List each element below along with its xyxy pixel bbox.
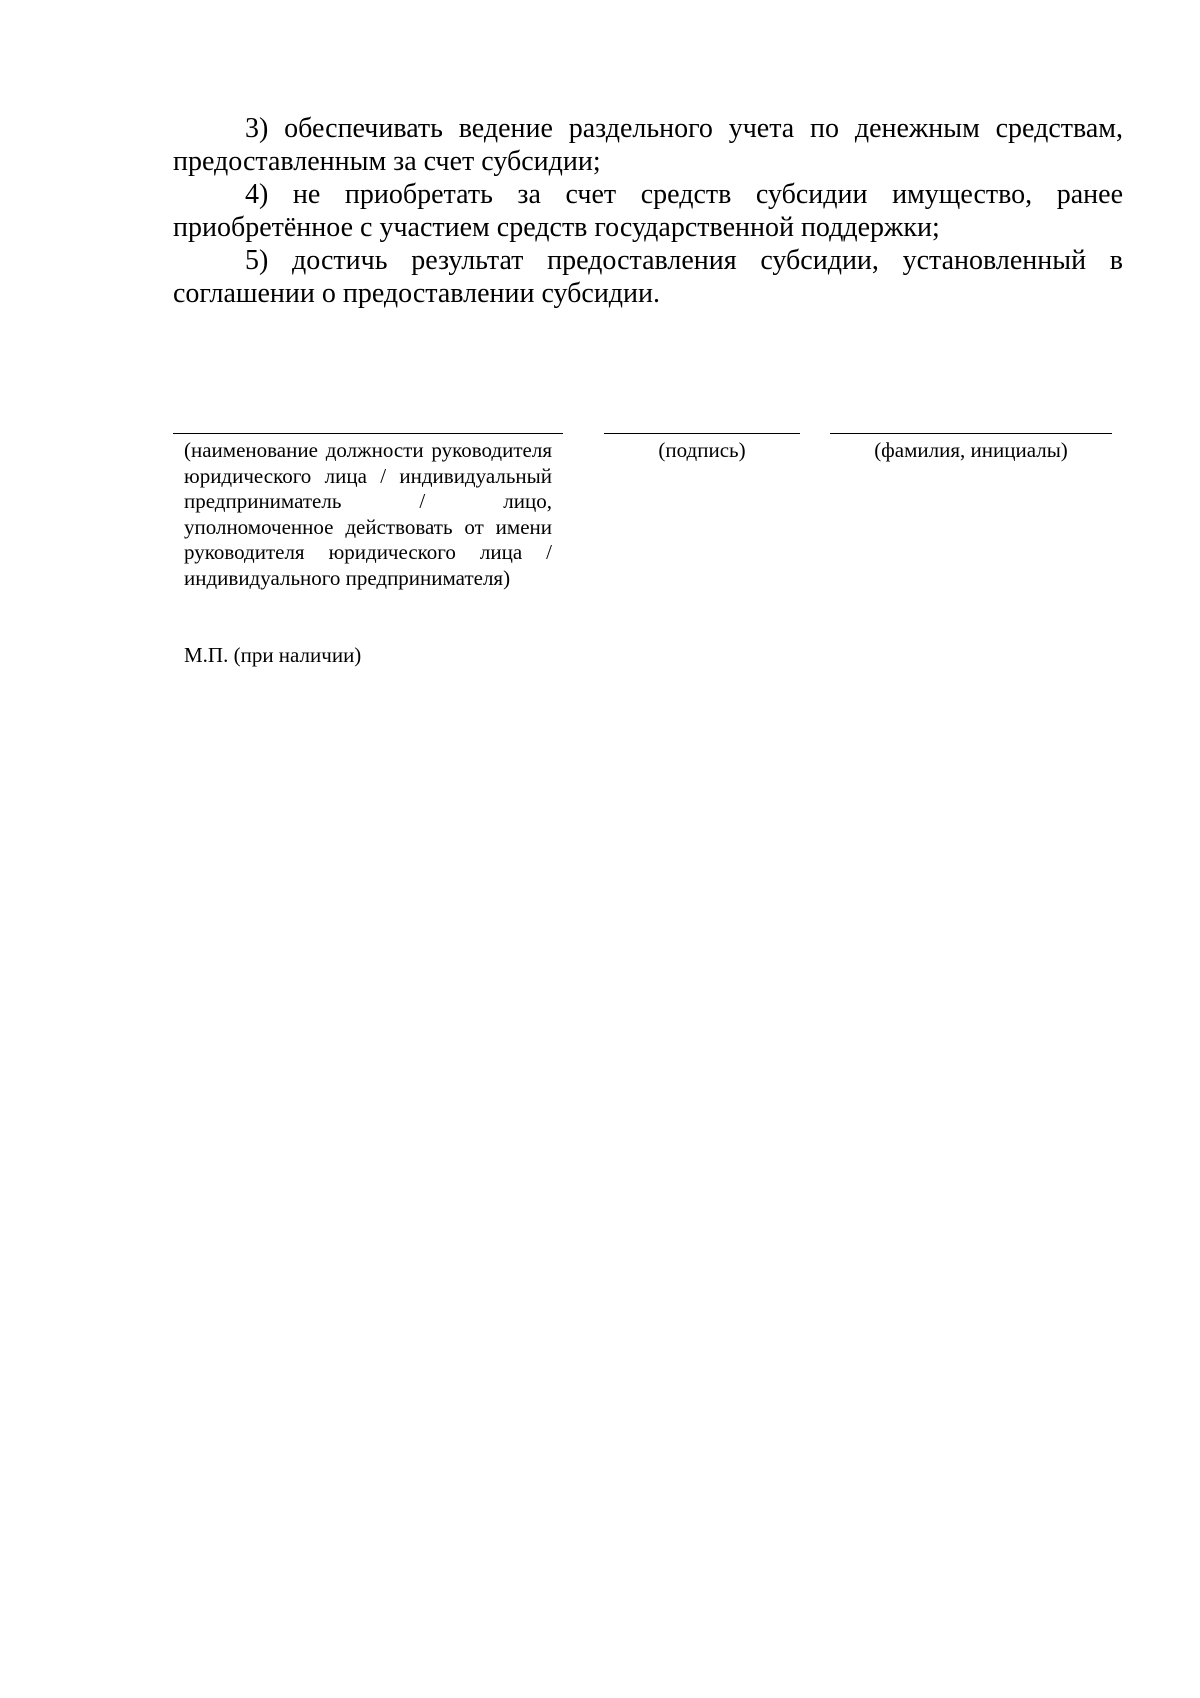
signature-line	[604, 433, 800, 434]
seal-note: М.П. (при наличии)	[184, 643, 362, 667]
name-caption: (фамилия, инициалы)	[874, 438, 1068, 462]
position-signature-line	[173, 433, 563, 434]
paragraph-item-5: 5) достичь результат предоставления субсидии, установленный в соглашении о предоставлении субсидии.	[173, 245, 1123, 309]
document-body	[173, 112, 1123, 310]
name-signature-line	[830, 433, 1112, 434]
paragraph-item-3: 3) обеспечивать ведение раздельного учета по денежным средствам, предоставленным за счет субсидии;	[173, 113, 1123, 177]
signature-caption: (подпись)	[658, 438, 746, 462]
paragraph-item-4: 4) не приобретать за счет средств субсидии имущество, ранее приобретённое с участием средств государственной поддержки;	[173, 179, 1123, 243]
position-caption: (наименование должности руководителя юридического лица / индивидуальный предприниматель / лицо, уполномоченное действовать от имени руководителя юридического лица / индивидуального предпринимателя)	[184, 438, 552, 590]
